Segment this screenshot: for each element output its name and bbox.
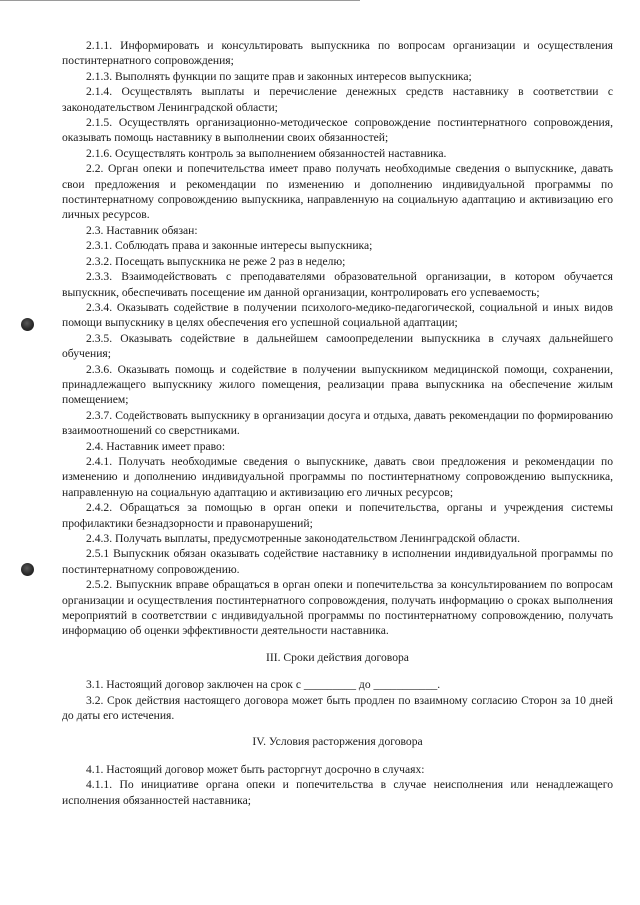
clause-2-5-1: 2.5.1 Выпускник обязан оказывать содействие наставнику в исполнении индивидуальной программы по постинтернатному сопровождению.	[62, 547, 613, 576]
section-4-heading: IV. Условия расторжения договора	[252, 735, 423, 749]
clause-2-4: 2.4. Наставник имеет право:	[86, 439, 226, 453]
clause-2-1-1: 2.1.1. Информировать и консультировать выпускника по вопросам организации и осуществления постинтернатного сопровождения;	[62, 39, 613, 68]
clause-2-4-1: 2.4.1. Получать необходимые сведения о выпускнике, давать свои предложения и рекомендации по изменению и дополнению индивидуальной программы по постинтернатному сопровождению выпускника, направленную на социальную адаптацию и активизацию его личных ресурсов;	[62, 454, 613, 499]
clause-2-3-4: 2.3.4. Оказывать содействие в получении психолого-медико-педагогической, социальной и иных видов помощи выпускнику в целях обеспечения его успешной социальной адаптации;	[62, 300, 613, 330]
clause-2-1-4: 2.1.4. Осуществлять выплаты и перечисление денежных средств наставнику в соответствии с законодательством Ленинградской области;	[62, 85, 613, 114]
punch-hole-mark	[21, 563, 34, 576]
clause-2-4-3: 2.4.3. Получать выплаты, предусмотренные законодательством Ленинградской области.	[86, 532, 521, 545]
clause-4-1-1: 4.1.1. По инициативе органа опеки и попечительства в случае неисполнения или ненадлежащего исполнения обязанностей наставника;	[62, 778, 613, 807]
clause-2-1-6: 2.1.6. Осуществлять контроль за выполнением обязанностей наставника.	[86, 146, 447, 160]
punch-hole-mark	[21, 318, 34, 331]
clause-2-1-3: 2.1.3. Выполнять функции по защите прав и законных интересов выпускника;	[86, 69, 472, 83]
top-scan-edge	[0, 0, 360, 1]
clause-4-1: 4.1. Настоящий договор может быть расторгнут досрочно в случаях:	[86, 762, 425, 776]
clause-2-3-7: 2.3.7. Содействовать выпускнику в организации досуга и отдыха, давать рекомендации по формированию взаимоотношений со сверстниками.	[62, 408, 613, 438]
clause-2-1-5: 2.1.5. Осуществлять организационно-методическое сопровождение постинтернатного сопровождения, оказывать помощь наставнику в выполнении своих обязанностей;	[62, 116, 613, 145]
clause-2-2: 2.2. Орган опеки и попечительства имеет право получать необходимые сведения о выпускнике, давать свои предложения и рекомендации по изменению и дополнению индивидуальной программы по постинтернатному сопровождению выпускника, направленную на социальную адаптацию и активизацию его личных ресурсов.	[62, 162, 613, 222]
clause-2-3-2: 2.3.2. Посещать выпускника не реже 2 раз в неделю;	[86, 254, 346, 268]
clause-2-5-2: 2.5.2. Выпускник вправе обращаться в орган опеки и попечительства за консультированием по вопросам организации и осуществления постинтернатного сопровождения, получать информацию о сроках выполнения мероприятий в соответствии с индивидуальной программы по постинтернатному сопровождению, получать информацию об оценки эффективности деятельности наставника.	[62, 578, 613, 638]
clause-3-2: 3.2. Срок действия настоящего договора может быть продлен по взаимному согласию Сторон за 10 дней до даты его истечения.	[62, 693, 613, 723]
document-body	[62, 38, 613, 808]
clause-3-1: 3.1. Настоящий договор заключен на срок с _________ до ___________.	[86, 678, 441, 692]
clause-2-3: 2.3. Наставник обязан:	[86, 223, 198, 237]
clause-2-3-5: 2.3.5. Оказывать содействие в дальнейшем самоопределении выпускника в случаях дальнейшего обучения;	[62, 331, 613, 361]
section-3-heading: III. Сроки действия договора	[266, 650, 409, 664]
clause-2-4-2: 2.4.2. Обращаться за помощью в орган опеки и попечительства, органы и учреждения системы профилактики безнадзорности и правонарушений;	[62, 501, 613, 530]
clause-2-3-6: 2.3.6. Оказывать помощь и содействие в получении выпускником медицинской помощи, сохранении, принадлежащего выпускнику жилого помещения, реализации права выпускника на обеспечение жилым помещением;	[62, 362, 613, 407]
clause-2-3-3: 2.3.3. Взаимодействовать с преподавателями образовательной организации, в котором обучается выпускник, обеспечивать посещение им данной организации, контролировать его успеваемость;	[62, 270, 613, 299]
clause-2-3-1: 2.3.1. Соблюдать права и законные интересы выпускника;	[86, 239, 373, 253]
